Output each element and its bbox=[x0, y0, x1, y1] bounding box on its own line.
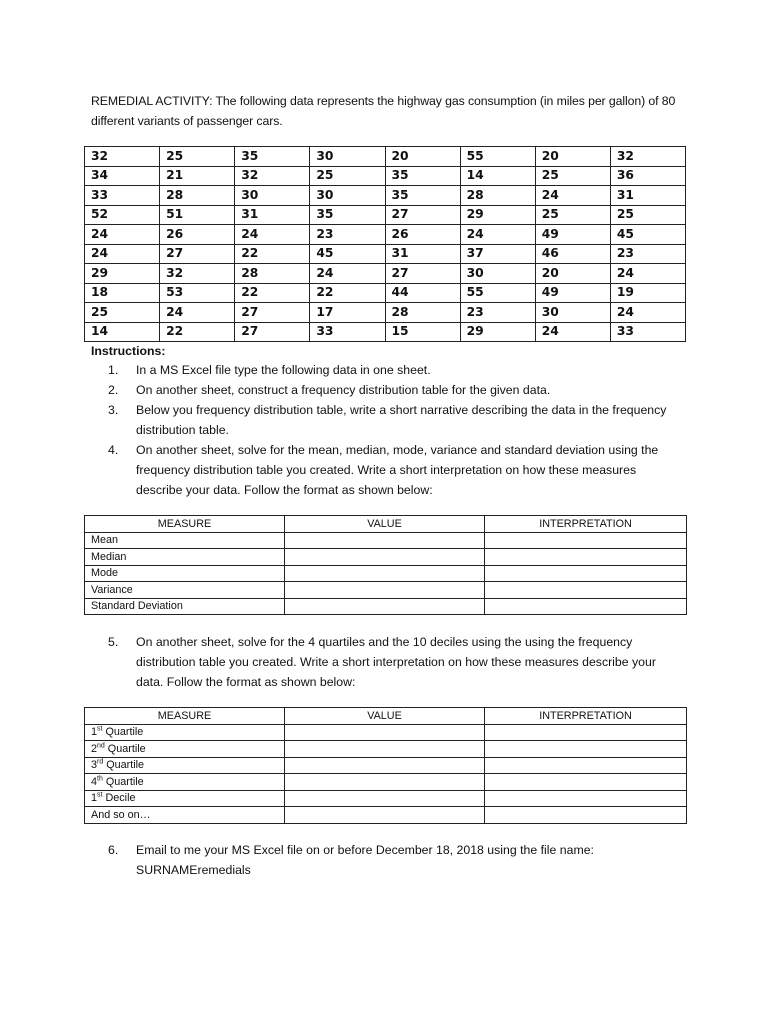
table-row bbox=[85, 724, 687, 741]
table-row bbox=[85, 741, 687, 758]
instructions-heading: Instructions: bbox=[91, 344, 166, 358]
data-cell: 46 bbox=[535, 244, 610, 264]
data-cell: 27 bbox=[385, 205, 460, 225]
instruction-6 bbox=[108, 840, 673, 880]
table-row bbox=[85, 598, 687, 615]
data-cell: 29 bbox=[460, 205, 535, 225]
data-cell: 17 bbox=[310, 303, 385, 323]
data-cell: 19 bbox=[610, 283, 685, 303]
data-cell: 14 bbox=[85, 322, 160, 342]
data-cell: 28 bbox=[235, 264, 310, 284]
column-header-measure: MEASURE bbox=[85, 708, 285, 725]
data-cell: 49 bbox=[535, 283, 610, 303]
data-cell: 27 bbox=[235, 322, 310, 342]
measure-cell: Standard Deviation bbox=[85, 598, 285, 615]
table-row bbox=[85, 565, 687, 582]
data-cell: 23 bbox=[310, 225, 385, 245]
table-row bbox=[85, 303, 686, 323]
data-cell: 33 bbox=[610, 322, 685, 342]
data-cell: 24 bbox=[610, 303, 685, 323]
measure-cell: 1st Quartile bbox=[85, 724, 285, 741]
data-cell: 20 bbox=[535, 147, 610, 167]
column-header-interpretation: INTERPRETATION bbox=[485, 708, 687, 725]
measure-cell: 1st Decile bbox=[85, 790, 285, 807]
instruction-item: 3. Below you frequency distribution table, write a short narrative describing the data in the frequency distribution table. bbox=[108, 403, 667, 437]
data-cell: 22 bbox=[235, 283, 310, 303]
table-row bbox=[85, 532, 687, 549]
data-cell: 35 bbox=[235, 147, 310, 167]
data-cell: 20 bbox=[535, 264, 610, 284]
data-cell: 20 bbox=[385, 147, 460, 167]
measures-table bbox=[84, 515, 687, 615]
table-row bbox=[85, 264, 686, 284]
table-row bbox=[85, 283, 686, 303]
data-cell: 30 bbox=[310, 147, 385, 167]
data-cell: 31 bbox=[610, 186, 685, 206]
data-cell: 30 bbox=[535, 303, 610, 323]
data-cell: 30 bbox=[235, 186, 310, 206]
data-cell: 35 bbox=[310, 205, 385, 225]
data-cell: 28 bbox=[385, 303, 460, 323]
column-header-measure: MEASURE bbox=[85, 516, 285, 533]
measure-cell: 4th Quartile bbox=[85, 774, 285, 791]
data-cell: 34 bbox=[85, 166, 160, 186]
data-cell: 15 bbox=[385, 322, 460, 342]
instruction-item: 4. On another sheet, solve for the mean, median, mode, variance and standard deviation using the frequency distribution table you created. Write a short interpretation on how these measures describe your data. Follow the format as shown below: bbox=[108, 443, 659, 497]
data-cell: 49 bbox=[535, 225, 610, 245]
data-cell: 24 bbox=[535, 322, 610, 342]
data-cell: 26 bbox=[160, 225, 235, 245]
measure-cell: 2nd Quartile bbox=[85, 741, 285, 758]
intro-paragraph: REMEDIAL ACTIVITY: The following data represents the highway gas consumption (in miles per gallon) of 80 different variants of passenger cars. bbox=[91, 94, 676, 128]
data-cell: 29 bbox=[85, 264, 160, 284]
data-cell: 28 bbox=[160, 186, 235, 206]
data-cell: 32 bbox=[85, 147, 160, 167]
data-cell: 27 bbox=[160, 244, 235, 264]
data-cell: 22 bbox=[310, 283, 385, 303]
table-row bbox=[85, 186, 686, 206]
data-cell: 25 bbox=[610, 205, 685, 225]
data-cell: 31 bbox=[385, 244, 460, 264]
data-cell: 30 bbox=[310, 186, 385, 206]
data-cell: 24 bbox=[310, 264, 385, 284]
column-header-value: VALUE bbox=[285, 708, 485, 725]
data-cell: 22 bbox=[235, 244, 310, 264]
data-cell: 24 bbox=[160, 303, 235, 323]
data-cell: 31 bbox=[235, 205, 310, 225]
data-cell: 25 bbox=[535, 205, 610, 225]
measure-cell: Variance bbox=[85, 582, 285, 599]
data-cell: 32 bbox=[235, 166, 310, 186]
measure-cell: And so on… bbox=[85, 807, 285, 824]
table-row bbox=[85, 205, 686, 225]
data-cell: 26 bbox=[385, 225, 460, 245]
data-cell: 14 bbox=[460, 166, 535, 186]
data-cell: 29 bbox=[460, 322, 535, 342]
data-cell: 25 bbox=[160, 147, 235, 167]
measure-cell: Mean bbox=[85, 532, 285, 549]
table-row bbox=[85, 166, 686, 186]
data-cell: 53 bbox=[160, 283, 235, 303]
data-cell: 21 bbox=[160, 166, 235, 186]
instruction-item: 5. On another sheet, solve for the 4 quartiles and the 10 deciles using the using the frequency distribution table you created. Write a short interpretation on how these measures describe your data. Follow the format as shown below: bbox=[108, 635, 656, 689]
data-cell: 25 bbox=[85, 303, 160, 323]
instruction-5 bbox=[108, 632, 673, 692]
column-header-value: VALUE bbox=[285, 516, 485, 533]
table-row bbox=[85, 244, 686, 264]
data-cell: 24 bbox=[610, 264, 685, 284]
table-row bbox=[85, 225, 686, 245]
data-cell: 36 bbox=[610, 166, 685, 186]
data-cell: 24 bbox=[460, 225, 535, 245]
data-cell: 33 bbox=[85, 186, 160, 206]
table-row bbox=[85, 322, 686, 342]
table-row bbox=[85, 757, 687, 774]
data-cell: 51 bbox=[160, 205, 235, 225]
data-cell: 25 bbox=[535, 166, 610, 186]
data-cell: 24 bbox=[235, 225, 310, 245]
mpg-data-table bbox=[84, 146, 686, 342]
data-cell: 37 bbox=[460, 244, 535, 264]
data-cell: 30 bbox=[460, 264, 535, 284]
measure-cell: Median bbox=[85, 549, 285, 566]
data-cell: 52 bbox=[85, 205, 160, 225]
table-row bbox=[85, 549, 687, 566]
data-cell: 24 bbox=[85, 244, 160, 264]
instruction-item: 1. In a MS Excel file type the following data in one sheet. bbox=[108, 363, 431, 377]
data-cell: 55 bbox=[460, 283, 535, 303]
data-cell: 27 bbox=[385, 264, 460, 284]
instruction-item: 2. On another sheet, construct a frequency distribution table for the given data. bbox=[108, 383, 551, 397]
data-cell: 23 bbox=[610, 244, 685, 264]
measure-cell: 3rd Quartile bbox=[85, 757, 285, 774]
data-cell: 25 bbox=[310, 166, 385, 186]
data-cell: 28 bbox=[460, 186, 535, 206]
table-row bbox=[85, 582, 687, 599]
data-cell: 35 bbox=[385, 186, 460, 206]
data-cell: 24 bbox=[535, 186, 610, 206]
data-cell: 55 bbox=[460, 147, 535, 167]
column-header-interpretation: INTERPRETATION bbox=[485, 516, 687, 533]
table-row bbox=[85, 774, 687, 791]
table-row bbox=[85, 807, 687, 824]
data-cell: 23 bbox=[460, 303, 535, 323]
data-cell: 18 bbox=[85, 283, 160, 303]
table-row bbox=[85, 147, 686, 167]
table-row bbox=[85, 790, 687, 807]
instruction-item: 6. Email to me your MS Excel file on or before December 18, 2018 using the file name: SURNAMEremedials bbox=[108, 843, 594, 877]
data-cell: 32 bbox=[610, 147, 685, 167]
data-cell: 45 bbox=[310, 244, 385, 264]
data-cell: 24 bbox=[85, 225, 160, 245]
data-cell: 35 bbox=[385, 166, 460, 186]
data-cell: 33 bbox=[310, 322, 385, 342]
data-cell: 22 bbox=[160, 322, 235, 342]
data-cell: 32 bbox=[160, 264, 235, 284]
data-cell: 27 bbox=[235, 303, 310, 323]
measure-cell: Mode bbox=[85, 565, 285, 582]
instructions-list bbox=[108, 360, 673, 500]
quartiles-table bbox=[84, 707, 687, 824]
data-cell: 44 bbox=[385, 283, 460, 303]
data-cell: 45 bbox=[610, 225, 685, 245]
